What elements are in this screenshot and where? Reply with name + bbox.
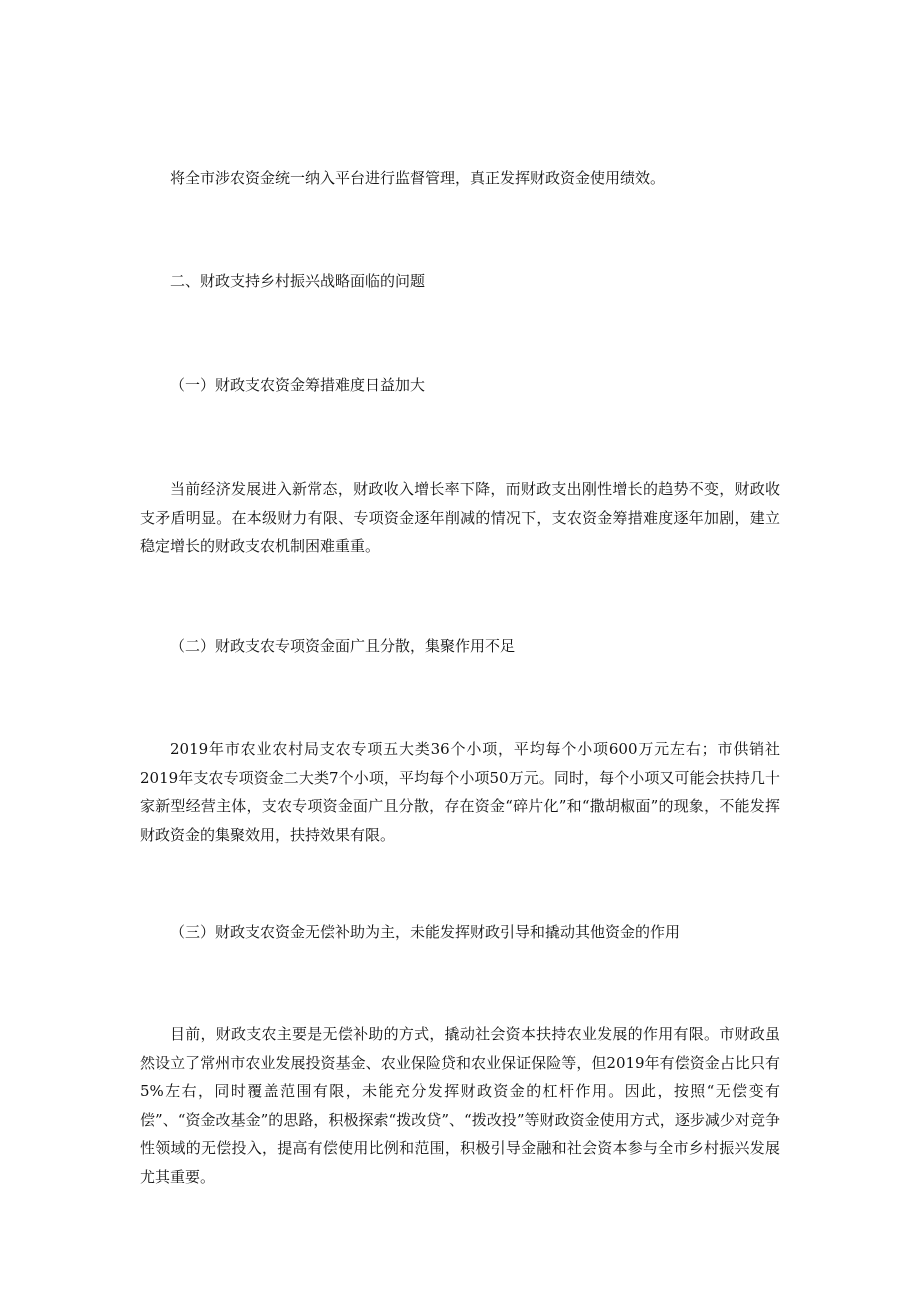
body-paragraph-1: 当前经济发展进入新常态，财政收入增长率下降，而财政支出刚性增长的趋势不变，财政收支矛盾明显。在本级财力有限、专项资金逐年削减的情况下，支农资金筹措难度逐年加剧，建立稳定增长的财政支农机制困难重重。 (140, 480, 780, 555)
subsection-heading-2: （二）财政支农专项资金面广且分散，集聚作用不足 (170, 637, 516, 655)
paragraph-continuation: 将全市涉农资金统一纳入平台进行监督管理，真正发挥财政资金使用绩效。 (170, 169, 666, 187)
subsection-heading-3: （三）财政支农资金无偿补助为主，未能发挥财政引导和撬动其他资金的作用 (170, 923, 681, 941)
body-paragraph-3: 目前，财政支农主要是无偿补助的方式，撬动社会资本扶持农业发展的作用有限。市财政虽然设立了常州市农业发展投资基金、农业保险贷和农业保证保险等，但2019年有偿资金占比只有5%左右，同时覆盖范围有限，未能充分发挥财政资金的杠杆作用。因此，按照“无偿变有偿”、“资金改基金”的思路，积极探索“拨改贷”、“拨改投”等财政资金使用方式，逐步减少对竞争性领域的无偿投入，提高有偿使用比例和范围，积极引导金融和社会资本参与全市乡村振兴发展尤其重要。 (140, 1025, 780, 1186)
body-paragraph-2: 2019年市农业农村局支农专项五大类36个小项，平均每个小项600万元左右；市供销社2019年支农专项资金二大类7个小项，平均每个小项50万元。同时，每个小项又可能会扶持几十家新型经营主体，支农专项资金面广且分散，存在资金“碎片化”和“撒胡椒面”的现象，不能发挥财政资金的集聚效用，扶持效果有限。 (140, 740, 780, 844)
section-heading: 二、财政支持乡村振兴战略面临的问题 (170, 272, 426, 290)
subsection-heading-1: （一）财政支农资金筹措难度日益加大 (170, 376, 426, 394)
